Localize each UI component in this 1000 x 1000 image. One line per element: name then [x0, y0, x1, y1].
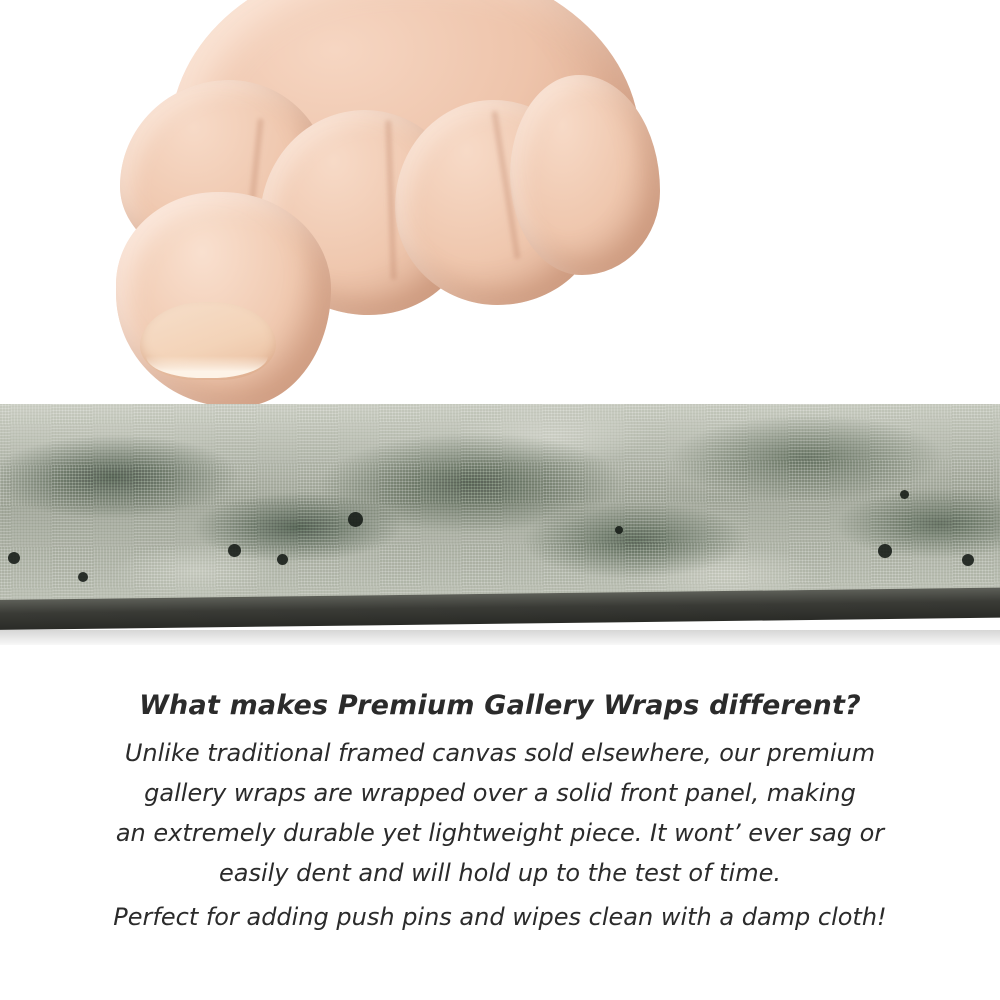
canvas-speck [348, 512, 363, 527]
caption-closing-line: Perfect for adding push pins and wipes clean with a damp cloth! [113, 903, 887, 931]
canvas-speck [962, 554, 974, 566]
caption-title: What makes Premium Gallery Wraps different? [139, 690, 861, 721]
canvas-speck [8, 552, 20, 564]
canvas-drop-shadow [0, 630, 1000, 645]
canvas-speck [277, 554, 288, 565]
canvas-speck [615, 526, 623, 534]
caption-line-1: Unlike traditional framed canvas sold elsewhere, our premium [124, 739, 876, 767]
caption-block [0, 690, 1000, 937]
canvas-speck [900, 490, 909, 499]
canvas-edge-strip [0, 404, 1000, 645]
finger-pinky [510, 75, 660, 275]
caption-line-3: an extremely durable yet lightweight piece. It wont’ ever sag or [115, 819, 885, 847]
thumbnail [140, 302, 276, 380]
canvas-weave-texture [0, 404, 1000, 616]
hand-photo [110, 0, 630, 430]
canvas-speck [228, 544, 241, 557]
canvas-speck [878, 544, 892, 558]
caption-line-4: easily dent and will hold up to the test of time. [218, 859, 781, 887]
canvas-speck [78, 572, 88, 582]
caption-line-2: gallery wraps are wrapped over a solid front panel, making [144, 779, 856, 807]
